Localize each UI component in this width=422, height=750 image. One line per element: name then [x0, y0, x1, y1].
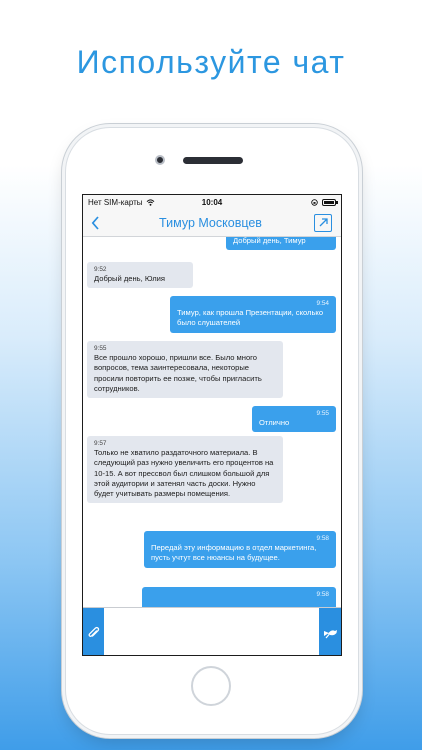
status-time: 10:04: [201, 197, 223, 207]
message-time: 9:54: [316, 300, 329, 307]
message-list[interactable]: [83, 237, 341, 607]
message-outgoing: [144, 531, 336, 568]
wifi-icon: [146, 199, 155, 206]
send-icon: [323, 628, 338, 639]
message-time: 9:55: [316, 410, 329, 417]
front-camera: [155, 155, 165, 165]
message-time: 9:57: [94, 440, 107, 447]
contact-name: Тимур Московцев: [159, 215, 262, 230]
message-time: 9:52: [94, 266, 107, 273]
message-time: 9:58: [316, 535, 329, 542]
message-time: 9:58: [316, 591, 329, 598]
message-outgoing: [170, 296, 336, 333]
share-arrow-icon: [318, 217, 329, 228]
phone-screen: [82, 194, 342, 656]
headline: Используйте чат: [76, 44, 346, 80]
message-outgoing: [252, 406, 336, 432]
message-incoming: [87, 341, 283, 398]
message-time: 9:55: [94, 345, 107, 352]
message-outgoing: [226, 237, 336, 250]
message-incoming: [87, 436, 283, 503]
message-text: Добрый день, Юлия: [94, 274, 165, 283]
message-text: Все прошло хорошо, пришли все. Было много вопросов, тема заинтересовала, некоторые просили повторить ее позже, чтобы пригласить сотрудников.: [94, 353, 262, 393]
message-text: Только не хватило раздаточного материала. В следующий раз нужно увеличить его процентов на 10-15. А вот прессвол был слишком большой для этой аудитории и затенял часть доски. Нужно будет учитывать размеры помещения.: [94, 448, 274, 499]
message-composer: [83, 607, 341, 656]
message-text: Добрый день, Тимур: [233, 237, 306, 245]
rotation-lock-icon: [311, 199, 318, 206]
message-text: Передай эту информацию в отдел маркетинга, пусть учтут все нюансы на будущее.: [151, 543, 317, 563]
message-outgoing: [142, 587, 336, 607]
message-input[interactable]: [104, 608, 321, 656]
battery-icon: [322, 199, 336, 206]
message-text: Отлично: [259, 418, 290, 427]
share-button[interactable]: [314, 214, 332, 232]
back-button[interactable]: [83, 209, 107, 237]
message-incoming: [87, 262, 193, 288]
chat-header: [83, 209, 341, 237]
home-button[interactable]: [191, 666, 231, 706]
phone-frame: [66, 128, 358, 734]
paperclip-icon: [87, 626, 100, 640]
send-button[interactable]: [319, 608, 341, 656]
status-bar: [83, 195, 341, 209]
message-text: Тимур, как прошла Презентации, сколько было слушателей: [177, 308, 324, 328]
attach-button[interactable]: [83, 608, 104, 656]
carrier-label: Нет SIM-карты: [88, 197, 143, 207]
earpiece-speaker: [183, 157, 243, 164]
chevron-left-icon: [91, 216, 100, 230]
